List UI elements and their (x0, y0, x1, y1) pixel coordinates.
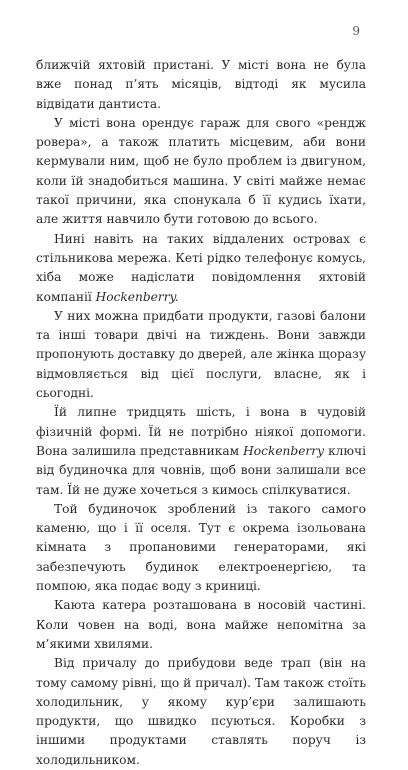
paragraph-text: Від причалу до прибудови веде трап (він на тому самому рівні, що й причал). Там також стоїть холодильник, у якому кур’єри залишають продукти, що швидко псуються. Коробки з іншими продуктами ставлять поруч із холодильником. (36, 656, 366, 767)
paragraph-text: У них можна придбати продукти, газові балони та інші товари двічі на тиждень. Вони завжди пропонують доставку до дверей, але жінка щоразу відмовляється від цієї послуги, власне, як і сьогодні. (36, 308, 366, 401)
paragraph (36, 307, 366, 403)
paragraph (36, 114, 366, 230)
paragraph (36, 500, 366, 596)
paragraph-text: Їй липне тридцять шість, і вона в чудовій фізичній формі. Їй не потрібно ніякої допомоги. Вона залишила представникам (36, 405, 366, 458)
paragraph (36, 230, 366, 307)
body-text (36, 56, 366, 770)
paragraph (36, 596, 366, 654)
paragraph (36, 403, 366, 499)
paragraph-text: ближчій яхтовій пристані. У місті вона не була вже понад п’ять місяців, відтоді як мусила відвідати дантиста. (36, 58, 366, 111)
italic-text: Hockenberry. (95, 289, 179, 304)
page-number: 9 (352, 24, 360, 38)
paragraph-text: У місті вона орендує гараж для свого «рендж ровера», а також платить місцевим, аби вони кермували ним, щоб не було проблем із двигуном, коли їй знадобиться машина. У світі майже немає такої причини, яка спонукала б її кудись їхати, але життя навчило бути готовою до всього. (36, 115, 366, 227)
paragraph-text: ключі від будиночка для човнів, щоб вони залишали все там. Їй не дуже хочеться з кимось спілкуватися. (36, 443, 366, 497)
paragraph-text: Нині навіть на таких віддалених островах є стільникова мережа. Кеті рідко телефонує комусь, хіба може надіслати повідомлення яхтовій компанії (36, 231, 366, 304)
paragraph (36, 56, 366, 114)
paragraph-text: Каюта катера розташована в носовій частині. Коли човен на воді, вона майже непомітна за м’якими хвилями. (36, 598, 366, 651)
paragraph (36, 654, 366, 770)
paragraph-text: Той будиночок зроблений із такого самого каменю, що і її оселя. Тут є окрема ізольована кімната з пропановими генераторами, які забезпечують будинок електроенергією, та помпою, яка подає воду з криниці. (36, 501, 366, 594)
italic-text: Hockenberry (243, 443, 324, 458)
